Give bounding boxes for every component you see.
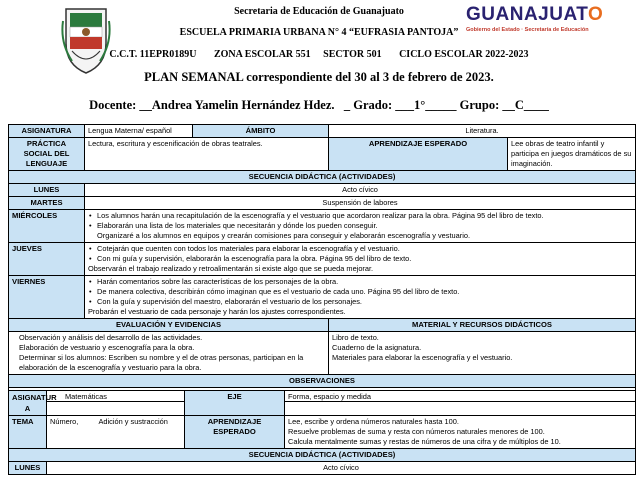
list-item: Observarán el trabajo realizado y retroalimentarán si existe algo que se pueda mejorar. — [88, 264, 374, 273]
practica-social-value: Lectura, escritura y escenificación de obras teatrales. — [85, 138, 329, 171]
list-item: Elaboración de vestuario y escenografía para la obra. — [19, 343, 195, 352]
lunes-activity: Acto cívico — [47, 462, 636, 475]
evaluacion-header: EVALUACIÓN Y EVIDENCIAS — [9, 319, 329, 332]
asignatura-value: Matemáticas — [47, 391, 185, 416]
jueves-activities — [85, 243, 636, 276]
list-item: • Harán comentarios sobre las características de los personajes de la obra. — [88, 277, 632, 287]
ambito-label: ÁMBITO — [193, 125, 329, 138]
asignatura-label: ASIGNATUR A — [9, 391, 47, 416]
header-school-name: ESCUELA PRIMARIA URBANA N° 4 “EUFRASIA PANTOJA” — [179, 27, 459, 38]
list-item: Determinar si los alumnos: Escriben su nombre y el de otras personas, participan en la elaboración de la escenografía y vestuario para la obra. — [19, 353, 304, 372]
list-item: Materiales para elaborar la escenografía y el vestuario. — [332, 353, 513, 362]
day-label-viernes: VIERNES — [9, 276, 85, 319]
list-item: Observación y análisis del desarrollo de las actividades. — [19, 333, 203, 342]
list-item: Cuaderno de la asignatura. — [332, 343, 422, 352]
list-item: Lee, escribe y ordena números naturales hasta 100. — [288, 417, 459, 426]
plan-table-lengua — [8, 124, 636, 402]
day-label-miercoles: MIÉRCOLES — [9, 210, 85, 243]
list-item: • Con mi guía y supervisión, elaborarán la escenografía para la obra. Página 95 del libro de texto. — [88, 254, 632, 264]
secuencia-didactica-header: SECUENCIA DIDÁCTICA (ACTIVIDADES) — [9, 171, 636, 184]
practica-social-label: PRÁCTICA SOCIAL DEL LENGUAJE — [9, 138, 85, 171]
list-item: Organizaré a los alumnos en equipos y crearán comisiones para conseguir y elaborarán escenografía y vestuario. — [97, 231, 471, 240]
document-header — [0, 0, 638, 124]
header-cct: C.C.T. 11EPR0189U ZONA ESCOLAR 551 SECTOR 501 CICLO ESCOLAR 2022-2023 — [109, 49, 529, 60]
eje-label: EJE — [185, 391, 285, 416]
martes-activity: Suspensión de labores — [85, 197, 636, 210]
aprendizaje-esperado-label: APRENDIZAJE ESPERADO — [329, 138, 508, 171]
aprendizaje-esperado-value — [285, 416, 636, 449]
list-item: Resuelve problemas de suma y resta con números naturales menores de 100. — [288, 427, 545, 436]
day-label-lunes: LUNES — [9, 184, 85, 197]
day-label-martes: MARTES — [9, 197, 85, 210]
list-item: • Elaborarán una lista de los materiales que necesitarán y dónde los pueden conseguir. — [88, 221, 632, 231]
list-item: Libro de texto. — [332, 333, 379, 342]
secuencia-didactica-header: SECUENCIA DIDÁCTICA (ACTIVIDADES) — [9, 449, 636, 462]
miercoles-activities — [85, 210, 636, 243]
material-content — [329, 332, 636, 375]
plan-table-matematicas — [8, 390, 636, 475]
evaluacion-content — [9, 332, 329, 375]
tema-value: Número, Adición y sustracción — [47, 416, 185, 449]
aprendizaje-esperado-label: APRENDIZAJE ESPERADO — [185, 416, 285, 449]
asignatura-value: Lengua Materna/ español — [85, 125, 193, 138]
day-label-jueves: JUEVES — [9, 243, 85, 276]
plan-title: PLAN SEMANAL correspondiente del 30 al 3 de febrero de 2023. — [144, 70, 494, 84]
list-item: • Los alumnos harán una recapitulación de la escenografía y el vestuario que acordaron realizar para la obra. Página 95 del libro de texto. — [88, 211, 632, 221]
docente-line: Docente: __Andrea Yamelin Hernández Hdez. _ Grado: ___1°_____ Grupo: __C____ — [89, 98, 549, 112]
ambito-value: Literatura. — [329, 125, 636, 138]
guanajuato-logo: GUANAJUATO Gobierno del Estado · Secretaría de Educación — [466, 4, 604, 33]
asignatura-label: ASIGNATURA — [9, 125, 85, 138]
material-header: MATERIAL Y RECURSOS DIDÁCTICOS — [329, 319, 636, 332]
observaciones-header: OBSERVACIONES — [9, 375, 636, 388]
list-item: • Cotejarán que cuenten con todos los materiales para elaborar la escenografía y el vestuario. — [88, 244, 632, 254]
list-item: Calcula mentalmente sumas y restas de números de una cifra y de múltiplos de 10. — [288, 437, 561, 446]
aprendizaje-esperado-value: Lee obras de teatro infantil y participa en juegos dramáticos de su imaginación. — [508, 138, 636, 171]
viernes-activities — [85, 276, 636, 319]
tema-label: TEMA — [9, 416, 47, 449]
eje-value: Forma, espacio y medida — [285, 391, 636, 416]
day-label-lunes: LUNES — [9, 462, 47, 475]
list-item: Probarán el vestuario de cada personaje y harán los ajustes correspondientes. — [88, 307, 346, 316]
lunes-activity: Acto cívico — [85, 184, 636, 197]
header-secretaria: Secretaria de Educación de Guanajuato — [234, 6, 404, 17]
list-item: • Con la guía y supervisión del maestro, elaborarán el vestuario de los personajes. — [88, 297, 632, 307]
list-item: • De manera colectiva, describirán cómo imaginan que es el vestuario de cada uno. Página 95 del libro de texto. — [88, 287, 632, 297]
